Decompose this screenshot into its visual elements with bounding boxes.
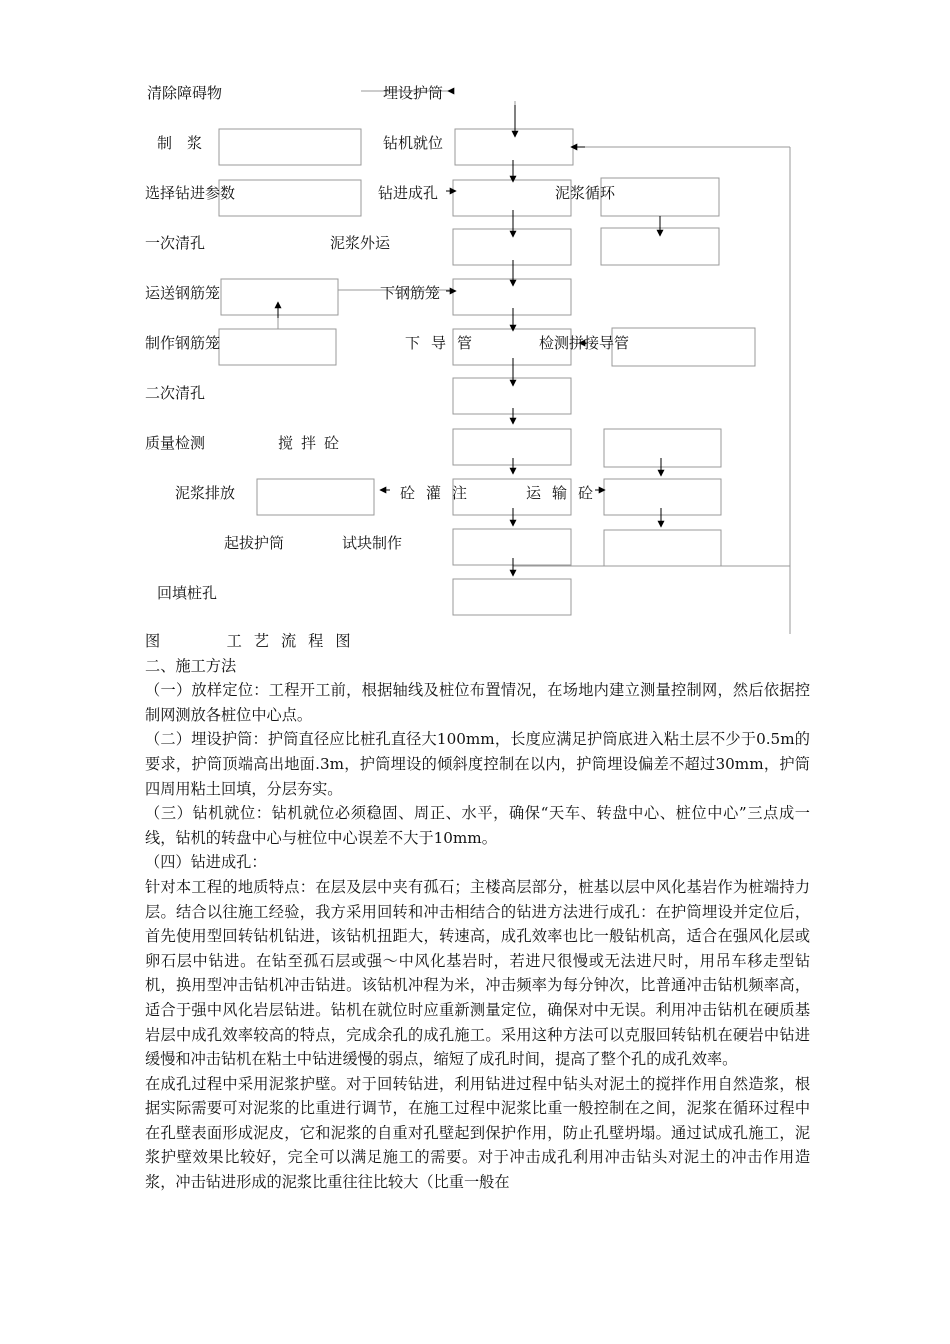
box-inspect-pipe: [612, 328, 755, 366]
box-drill-hole: [453, 180, 571, 216]
box-mud-discharge: [257, 479, 374, 515]
box-select-params: [219, 180, 361, 216]
paragraph: （二）埋设护筒：护筒直径应比桩孔直径大100mm，长度应满足护筒底进入粘土层不少于0.5m的要求，护筒顶端高出地面.3m，护筒埋设的倾斜度控制在以内，护筒埋设偏差不超过30mm，护筒四周用粘土回填，分层夯实。: [145, 730, 810, 798]
label-bury-casing: 埋设护筒: [383, 84, 444, 102]
box-mix-concrete: [604, 429, 721, 467]
figure-caption: 图 工艺流程图: [145, 632, 363, 650]
label-clear-obstacles: 清除障碍物: [147, 84, 223, 102]
paragraph: （四）钻进成孔：: [145, 853, 267, 872]
label-select-params: 选择钻进参数: [145, 184, 236, 202]
box-make-mud: [219, 129, 361, 165]
box-transport-concrete: [604, 479, 721, 515]
box-transport-cage: [221, 279, 338, 315]
label-lower-cage: 下钢筋笼: [380, 284, 441, 302]
section-title: 二、施工方法: [145, 656, 237, 675]
label-second-clean: 二次清孔: [145, 384, 206, 402]
label-rig-position: 钻机就位: [383, 134, 444, 152]
paragraph: （三）钻机就位：钻机就位必须稳固、周正、水平，确保“天车、转盘中心、桩位中心”三点成一线，钻机的转盘中心与桩位中心误差不大于10mm。: [145, 804, 810, 847]
label-mix-concrete: 搅拌砼: [278, 434, 348, 452]
label-mud-discharge: 泥浆排放: [175, 484, 236, 502]
box-mud-circulation: [601, 178, 719, 216]
label-lower-pipe: 下导管: [405, 334, 484, 352]
label-first-clean: 一次清孔: [145, 234, 206, 252]
document-body: [145, 629, 810, 1195]
label-drill-hole: 钻进成孔: [378, 184, 439, 202]
label-quality-check: 质量检测: [145, 434, 206, 452]
box-test-block: [604, 530, 721, 566]
label-mud-transport: 泥浆外运: [330, 234, 391, 252]
label-pour-concrete: 砼灌注: [400, 484, 479, 502]
label-test-block: 试块制作: [342, 534, 403, 552]
label-transport-concrete: 运输砼: [526, 484, 605, 502]
box-rig-position: [455, 129, 573, 165]
box-second-clean: [453, 378, 571, 414]
paragraph: （一）放样定位：工程开工前，根据轴线及桩位布置情况，在场地内建立测量控制网，然后依据控制网测放各桩位中心点。: [145, 681, 810, 724]
process-flowchart: [0, 0, 950, 640]
label-make-cage: 制作钢筋笼: [145, 334, 221, 352]
label-inspect-pipe: 检测拼接导管: [539, 334, 630, 352]
box-backfill: [453, 579, 571, 615]
box-first-clean: [453, 229, 571, 265]
paragraph: 在成孔过程中采用泥浆护壁。对于回转钻进，利用钻进过程中钻头对泥土的搅拌作用自然造浆，根据实际需要可对泥浆的比重进行调节，在施工过程中泥浆比重一般控制在之间，泥浆在循环过程中在孔壁表面形成泥皮，它和泥浆的自重对孔壁起到保护作用，防止孔壁坍塌。通过试成孔施工，泥浆护壁效果比较好，完全可以满足施工的需要。对于冲击成孔利用冲击钻头对泥土的冲击作用造浆，冲击钻进形成的泥浆比重往往比较大（比重一般在: [145, 1074, 810, 1192]
label-mud-circulation: 泥浆循环: [555, 184, 616, 202]
box-pull-casing: [453, 529, 571, 565]
box-make-cage: [219, 329, 336, 365]
label-backfill: 回填桩孔: [157, 584, 218, 602]
label-make-mud: 制 浆: [157, 134, 203, 152]
box-lower-cage: [453, 279, 571, 315]
box-quality-check: [453, 429, 571, 465]
label-transport-cage: 运送钢筋笼: [145, 284, 221, 302]
paragraph: 针对本工程的地质特点：在层及层中夹有孤石；主楼高层部分，桩基以层中风化基岩作为桩端持力层。结合以往施工经验，我方采用回转和冲击相结合的钻进方法进行成孔：在护筒埋设并定位后，首先使用型回转钻机钻进，该钻机扭距大，转速高，成孔效率也比一般钻机高，适合在强风化层或卵石层中钻进。在钻至孤石层或强～中风化基岩时，若进尺很慢或无法进尺时，用吊车移走型钻机，换用型冲击钻机冲击钻进。该钻机冲程为米，冲击频率为每分钟次，比普通冲击钻机频率高，适合于强中风化岩层钻进。钻机在就位时应重新测量定位，确保对中无误。利用冲击钻机在硬质基岩层中成孔效率较高的特点，完成余孔的成孔施工。采用这种方法可以克服回转钻机在硬岩中钻进缓慢和冲击钻机在粘土中钻进缓慢的弱点，缩短了成孔时间，提高了整个孔的成孔效率。: [145, 877, 810, 1069]
label-pull-casing: 起拔护筒: [224, 534, 285, 552]
